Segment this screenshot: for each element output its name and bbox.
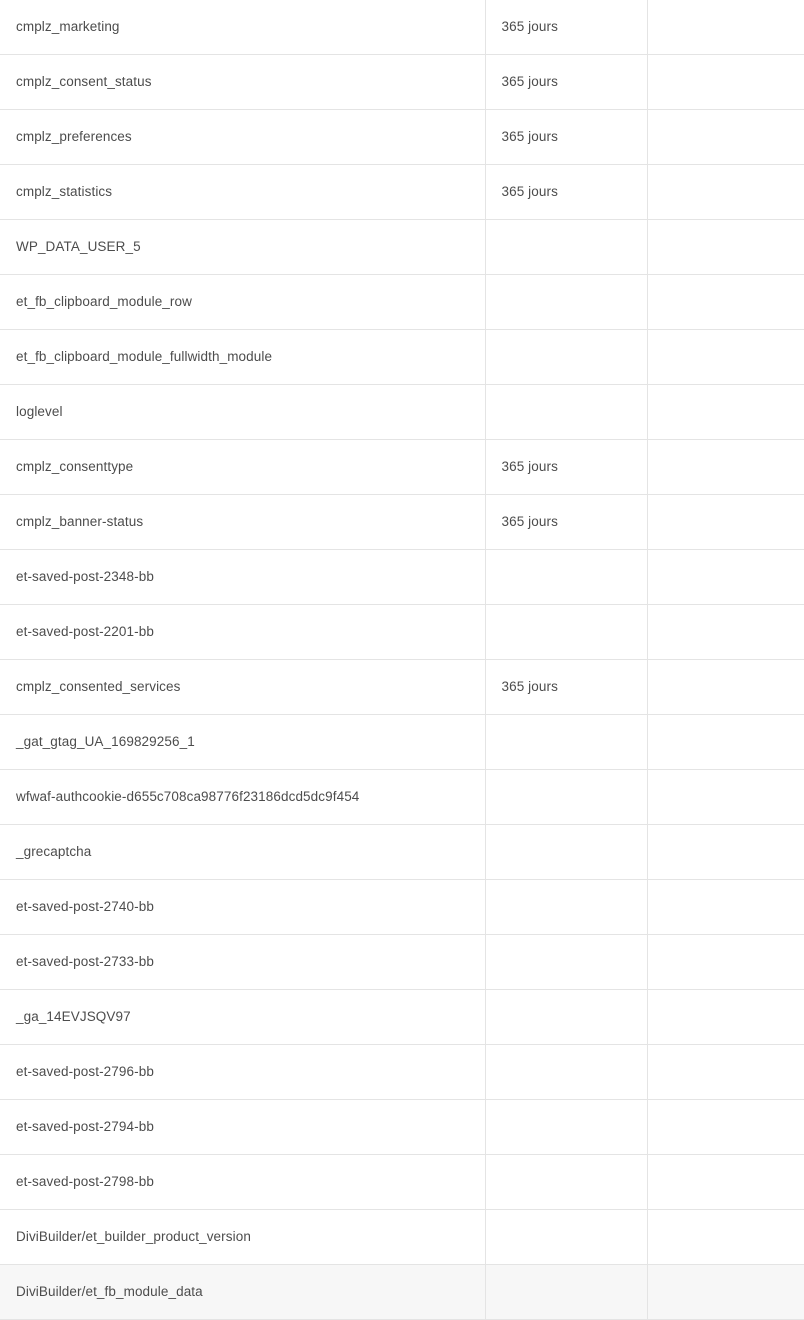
cookie-duration-cell	[485, 770, 647, 825]
cookie-description-cell	[647, 825, 804, 880]
table-row	[0, 935, 804, 990]
cookie-duration-cell	[485, 1265, 647, 1320]
cookie-name-cell: et_fb_clipboard_module_row	[0, 275, 485, 330]
cookie-description-cell	[647, 385, 804, 440]
cookie-name-cell: cmplz_consented_services	[0, 660, 485, 715]
cookie-name-cell: _ga_14EVJSQV97	[0, 990, 485, 1045]
cookie-duration-cell: 365 jours	[485, 0, 647, 55]
cookie-description-cell	[647, 0, 804, 55]
table-row	[0, 715, 804, 770]
cookie-description-cell	[647, 715, 804, 770]
cookie-description-cell	[647, 110, 804, 165]
cookie-duration-cell: 365 jours	[485, 440, 647, 495]
cookie-duration-cell	[485, 1155, 647, 1210]
table-row	[0, 825, 804, 880]
cookie-name-cell: _gat_gtag_UA_169829256_1	[0, 715, 485, 770]
table-row	[0, 605, 804, 660]
cookie-description-cell	[647, 1210, 804, 1265]
cookie-name-cell: et-saved-post-2740-bb	[0, 880, 485, 935]
cookie-duration-cell	[485, 605, 647, 660]
cookie-description-cell	[647, 440, 804, 495]
table-row	[0, 110, 804, 165]
table-row	[0, 1210, 804, 1265]
cookie-duration-cell: 365 jours	[485, 495, 647, 550]
table-row	[0, 1100, 804, 1155]
cookie-description-cell	[647, 165, 804, 220]
cookie-name-cell: et-saved-post-2796-bb	[0, 1045, 485, 1100]
cookie-description-cell	[647, 275, 804, 330]
table-row	[0, 330, 804, 385]
table-row	[0, 0, 804, 55]
cookie-name-cell: et-saved-post-2348-bb	[0, 550, 485, 605]
cookie-name-cell: et-saved-post-2794-bb	[0, 1100, 485, 1155]
table-row	[0, 495, 804, 550]
table-row	[0, 660, 804, 715]
cookie-name-cell: cmplz_marketing	[0, 0, 485, 55]
cookie-duration-cell: 365 jours	[485, 165, 647, 220]
table-row	[0, 1155, 804, 1210]
table-row	[0, 550, 804, 605]
cookie-duration-cell	[485, 385, 647, 440]
cookie-duration-cell	[485, 550, 647, 605]
cookie-description-cell	[647, 495, 804, 550]
cookie-name-cell: et-saved-post-2798-bb	[0, 1155, 485, 1210]
table-row	[0, 275, 804, 330]
cookie-description-cell	[647, 935, 804, 990]
cookie-duration-cell	[485, 220, 647, 275]
cookie-description-cell	[647, 990, 804, 1045]
cookie-duration-cell	[485, 1210, 647, 1265]
cookie-description-cell	[647, 880, 804, 935]
cookie-description-cell	[647, 1265, 804, 1320]
table-row	[0, 385, 804, 440]
table-row	[0, 440, 804, 495]
cookie-duration-cell	[485, 715, 647, 770]
table-row	[0, 1045, 804, 1100]
cookie-name-cell: cmplz_banner-status	[0, 495, 485, 550]
cookie-name-cell: wfwaf-authcookie-d655c708ca98776f23186dcd5dc9f454	[0, 770, 485, 825]
cookie-name-cell: cmplz_preferences	[0, 110, 485, 165]
cookie-duration-cell	[485, 1045, 647, 1100]
cookie-description-cell	[647, 605, 804, 660]
cookie-duration-cell	[485, 990, 647, 1045]
cookie-name-cell: cmplz_consent_status	[0, 55, 485, 110]
cookie-name-cell: DiviBuilder/et_fb_module_data	[0, 1265, 485, 1320]
cookie-description-cell	[647, 660, 804, 715]
table-row	[0, 55, 804, 110]
table-row	[0, 220, 804, 275]
cookie-name-cell: cmplz_statistics	[0, 165, 485, 220]
cookie-name-cell: WP_DATA_USER_5	[0, 220, 485, 275]
cookie-description-cell	[647, 220, 804, 275]
cookie-duration-cell	[485, 1100, 647, 1155]
cookie-name-cell: DiviBuilder/et_builder_product_version	[0, 1210, 485, 1265]
table-row	[0, 1265, 804, 1320]
cookie-name-cell: et_fb_clipboard_module_fullwidth_module	[0, 330, 485, 385]
cookie-duration-cell	[485, 935, 647, 990]
table-row	[0, 880, 804, 935]
cookie-description-cell	[647, 550, 804, 605]
cookie-name-cell: et-saved-post-2733-bb	[0, 935, 485, 990]
cookie-duration-cell	[485, 825, 647, 880]
cookie-description-cell	[647, 1045, 804, 1100]
cookie-duration-cell: 365 jours	[485, 110, 647, 165]
cookie-duration-cell	[485, 275, 647, 330]
cookie-duration-cell: 365 jours	[485, 660, 647, 715]
table-row	[0, 770, 804, 825]
cookie-name-cell: cmplz_consenttype	[0, 440, 485, 495]
cookie-duration-cell	[485, 880, 647, 935]
cookie-description-cell	[647, 1100, 804, 1155]
table-row	[0, 990, 804, 1045]
cookie-name-cell: _grecaptcha	[0, 825, 485, 880]
cookie-duration-cell: 365 jours	[485, 55, 647, 110]
cookie-name-cell: loglevel	[0, 385, 485, 440]
table-row	[0, 165, 804, 220]
cookie-description-cell	[647, 770, 804, 825]
cookie-description-cell	[647, 330, 804, 385]
cookie-name-cell: et-saved-post-2201-bb	[0, 605, 485, 660]
cookie-description-cell	[647, 55, 804, 110]
cookie-description-cell	[647, 1155, 804, 1210]
cookie-duration-cell	[485, 330, 647, 385]
